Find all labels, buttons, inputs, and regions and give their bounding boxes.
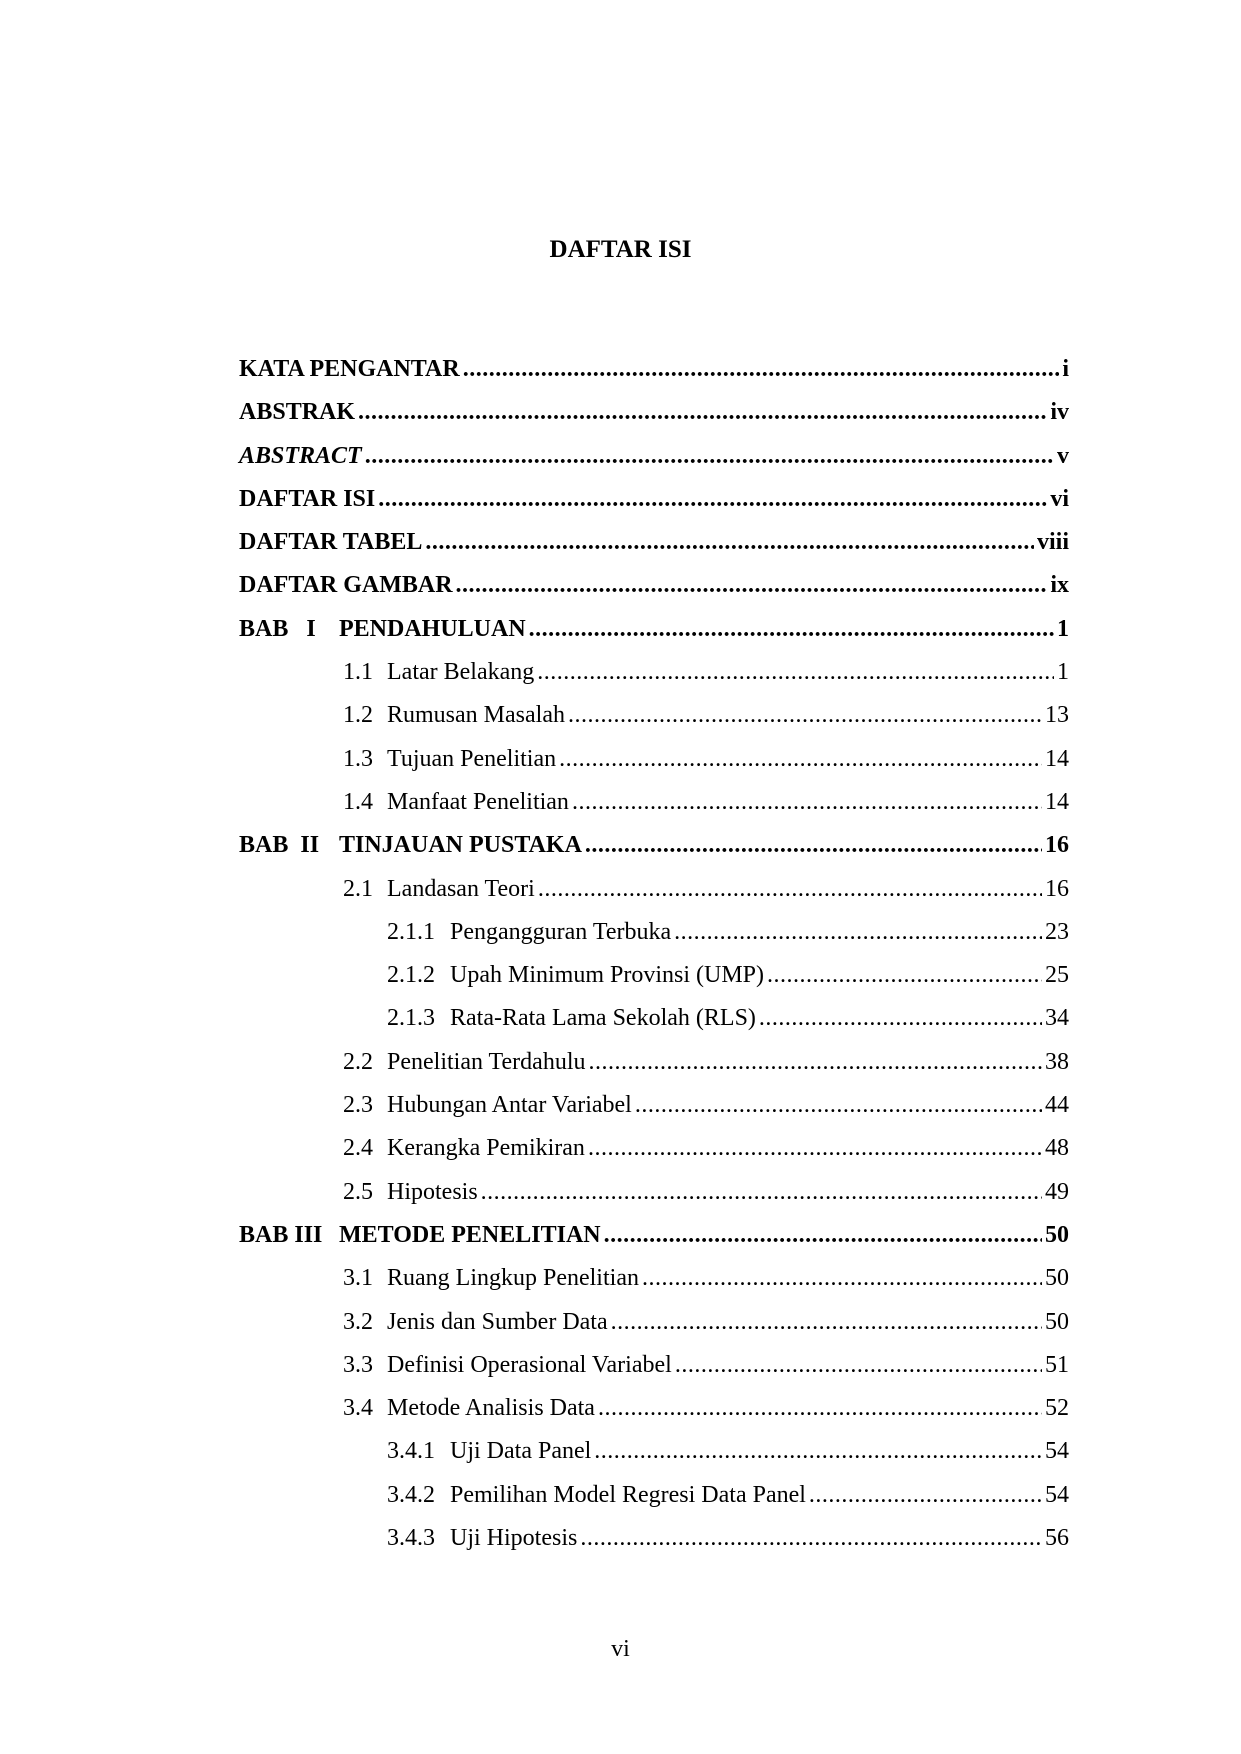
toc-entry-label: Landasan Teori: [387, 875, 535, 902]
toc-entry-number: 1.1: [343, 659, 373, 686]
toc-entry[interactable]: [239, 824, 1069, 867]
page-title: DAFTAR ISI: [549, 236, 692, 263]
dot-leader: [585, 824, 1042, 867]
dot-leader: [425, 521, 1034, 564]
toc-entry-label: DAFTAR GAMBAR: [239, 572, 453, 599]
toc-entry-page: i: [1062, 356, 1069, 382]
dot-leader: [537, 651, 1054, 694]
toc-entry[interactable]: [239, 1041, 1069, 1084]
toc-entry[interactable]: [239, 521, 1069, 564]
toc-entry-label: PENDAHULUAN: [339, 615, 526, 642]
toc-entry-page: 50: [1045, 1265, 1069, 1292]
toc-entry-page: v: [1057, 442, 1069, 469]
toc-entry-label: Penelitian Terdahulu: [387, 1048, 586, 1075]
toc-entry-number: 1.2: [343, 702, 373, 729]
toc-entry-page: 56: [1045, 1525, 1069, 1552]
toc-entry-page: 14: [1045, 788, 1069, 815]
toc-entry-label: ABSTRACT: [239, 442, 362, 469]
dot-leader: [456, 564, 1048, 607]
toc-entry-label: Uji Hipotesis: [450, 1525, 578, 1552]
toc-entry-number: 2.1.3: [387, 1005, 435, 1032]
toc-entry[interactable]: [239, 1430, 1069, 1473]
toc-entry-page: viii: [1036, 529, 1069, 556]
toc-entry-number: 2.1: [343, 875, 373, 902]
toc-entry[interactable]: [239, 911, 1069, 954]
toc-entry-label: Ruang Lingkup Penelitian: [387, 1265, 639, 1292]
dot-leader: [674, 911, 1042, 954]
toc-entry[interactable]: [239, 435, 1069, 478]
toc-entry-number: 3.4: [343, 1395, 373, 1422]
toc-entry[interactable]: [239, 694, 1069, 737]
toc-entry-page: 38: [1045, 1048, 1069, 1075]
toc-entry-label: Definisi Operasional Variabel: [387, 1351, 672, 1378]
toc-entry-number: BAB II: [239, 832, 320, 859]
dot-leader: [463, 348, 1060, 391]
toc-entry-label: Metode Analisis Data: [387, 1395, 595, 1422]
dot-leader: [529, 608, 1054, 651]
toc-entry-number: 2.3: [343, 1092, 373, 1119]
dot-leader: [598, 1387, 1042, 1430]
toc-entry-number: 2.4: [343, 1135, 373, 1162]
dot-leader: [809, 1474, 1042, 1517]
toc-entry-number: 2.1.1: [387, 918, 435, 945]
toc-entry-number: BAB III: [239, 1221, 323, 1248]
toc-entry-label: TINJAUAN PUSTAKA: [339, 832, 582, 859]
toc-entry-label: Tujuan Penelitian: [387, 745, 557, 772]
toc-entry-number: 2.1.2: [387, 962, 435, 989]
toc-entry[interactable]: [239, 1214, 1069, 1257]
toc-entry-page: 54: [1045, 1481, 1069, 1508]
toc-entry[interactable]: [239, 1084, 1069, 1127]
toc-entry-page: 13: [1045, 702, 1069, 729]
toc-entry-page: 49: [1045, 1178, 1069, 1205]
toc-entry-number: 2.2: [343, 1048, 373, 1075]
toc-entry-number: 3.4.3: [387, 1525, 435, 1552]
toc-entry-page: 44: [1045, 1092, 1069, 1119]
toc-entry-number: 3.4.1: [387, 1438, 435, 1465]
toc-entry[interactable]: [239, 954, 1069, 997]
dot-leader: [588, 1127, 1042, 1170]
toc-entry-number: 1.4: [343, 788, 373, 815]
dot-leader: [675, 1344, 1042, 1387]
page-number: vi: [611, 1636, 630, 1662]
dot-leader: [559, 738, 1042, 781]
toc-entry-label: Jenis dan Sumber Data: [387, 1308, 608, 1335]
dot-leader: [589, 1041, 1043, 1084]
toc-entry-label: Rata-Rata Lama Sekolah (RLS): [450, 1005, 756, 1032]
toc-entry[interactable]: [239, 1517, 1069, 1560]
toc-entry[interactable]: [239, 564, 1069, 607]
toc-entry-number: 2.5: [343, 1178, 373, 1205]
toc-entry-label: Kerangka Pemikiran: [387, 1135, 585, 1162]
toc-entry[interactable]: [239, 738, 1069, 781]
toc-entry[interactable]: [239, 1344, 1069, 1387]
dot-leader: [538, 868, 1042, 911]
toc-entry-page: 14: [1045, 745, 1069, 772]
toc-entry-label: Upah Minimum Provinsi (UMP): [450, 962, 765, 989]
toc-entry[interactable]: [239, 348, 1069, 391]
dot-leader: [594, 1430, 1042, 1473]
toc-entry[interactable]: [239, 1301, 1069, 1344]
toc-entry-number: 1.3: [343, 745, 373, 772]
toc-entry-page: 48: [1045, 1135, 1069, 1162]
dot-leader: [611, 1301, 1042, 1344]
toc-entry-label: Pengangguran Terbuka: [450, 918, 672, 945]
dot-leader: [568, 694, 1042, 737]
toc-entry-label: KATA PENGANTAR: [239, 356, 460, 382]
dot-leader: [759, 997, 1042, 1040]
dot-leader: [365, 435, 1054, 478]
toc-entry[interactable]: [239, 997, 1069, 1040]
toc-entry-page: 54: [1045, 1438, 1069, 1465]
toc-entry-page: 1: [1057, 659, 1069, 686]
toc-entry-page: vi: [1050, 485, 1069, 512]
dot-leader: [481, 1171, 1042, 1214]
toc-entry-page: ix: [1050, 572, 1069, 599]
toc-entry[interactable]: [239, 1387, 1069, 1430]
toc-entry-label: Uji Data Panel: [450, 1438, 592, 1465]
toc-entry-label: Manfaat Penelitian: [387, 788, 569, 815]
toc-entry[interactable]: [239, 391, 1069, 434]
toc-entry-label: Hipotesis: [387, 1178, 478, 1205]
toc-entry[interactable]: [239, 478, 1069, 521]
dot-leader: [580, 1517, 1042, 1560]
table-of-contents: [239, 348, 1069, 1560]
toc-entry-number: 3.2: [343, 1308, 373, 1335]
dot-leader: [572, 781, 1042, 824]
dot-leader: [358, 391, 1047, 434]
toc-entry-label: Hubungan Antar Variabel: [387, 1092, 632, 1119]
dot-leader: [767, 954, 1042, 997]
toc-entry-page: 51: [1045, 1351, 1069, 1378]
toc-entry[interactable]: [239, 1127, 1069, 1170]
toc-entry-number: 3.4.2: [387, 1481, 435, 1508]
dot-leader: [635, 1084, 1042, 1127]
toc-entry-label: Pemilihan Model Regresi Data Panel: [450, 1481, 806, 1508]
toc-entry-label: DAFTAR ISI: [239, 485, 376, 512]
toc-entry-page: 52: [1045, 1395, 1069, 1422]
toc-entry-label: METODE PENELITIAN: [339, 1221, 601, 1248]
toc-entry-page: 16: [1045, 832, 1069, 859]
toc-entry-label: Latar Belakang: [387, 659, 535, 686]
dot-leader: [604, 1214, 1042, 1257]
toc-entry-label: DAFTAR TABEL: [239, 529, 423, 556]
toc-entry-page: 50: [1045, 1308, 1069, 1335]
toc-entry-number: 3.3: [343, 1351, 373, 1378]
toc-entry-number: BAB I: [239, 615, 316, 642]
toc-entry[interactable]: [239, 1474, 1069, 1517]
toc-entry-label: ABSTRAK: [239, 399, 356, 426]
toc-entry-page: 25: [1045, 962, 1069, 989]
toc-entry[interactable]: [239, 868, 1069, 911]
dot-leader: [642, 1257, 1042, 1300]
toc-entry-page: 1: [1057, 615, 1069, 642]
dot-leader: [378, 478, 1047, 521]
toc-entry-page: 16: [1045, 875, 1069, 902]
toc-entry[interactable]: [239, 781, 1069, 824]
toc-entry-page: 34: [1045, 1005, 1069, 1032]
toc-entry-page: iv: [1050, 399, 1069, 426]
toc-entry-page: 50: [1045, 1221, 1069, 1248]
toc-entry-number: 3.1: [343, 1265, 373, 1292]
toc-entry[interactable]: [239, 1257, 1069, 1300]
toc-entry-label: Rumusan Masalah: [387, 702, 565, 729]
toc-entry[interactable]: [239, 608, 1069, 651]
toc-entry[interactable]: [239, 651, 1069, 694]
toc-entry[interactable]: [239, 1171, 1069, 1214]
toc-entry-page: 23: [1045, 918, 1069, 945]
